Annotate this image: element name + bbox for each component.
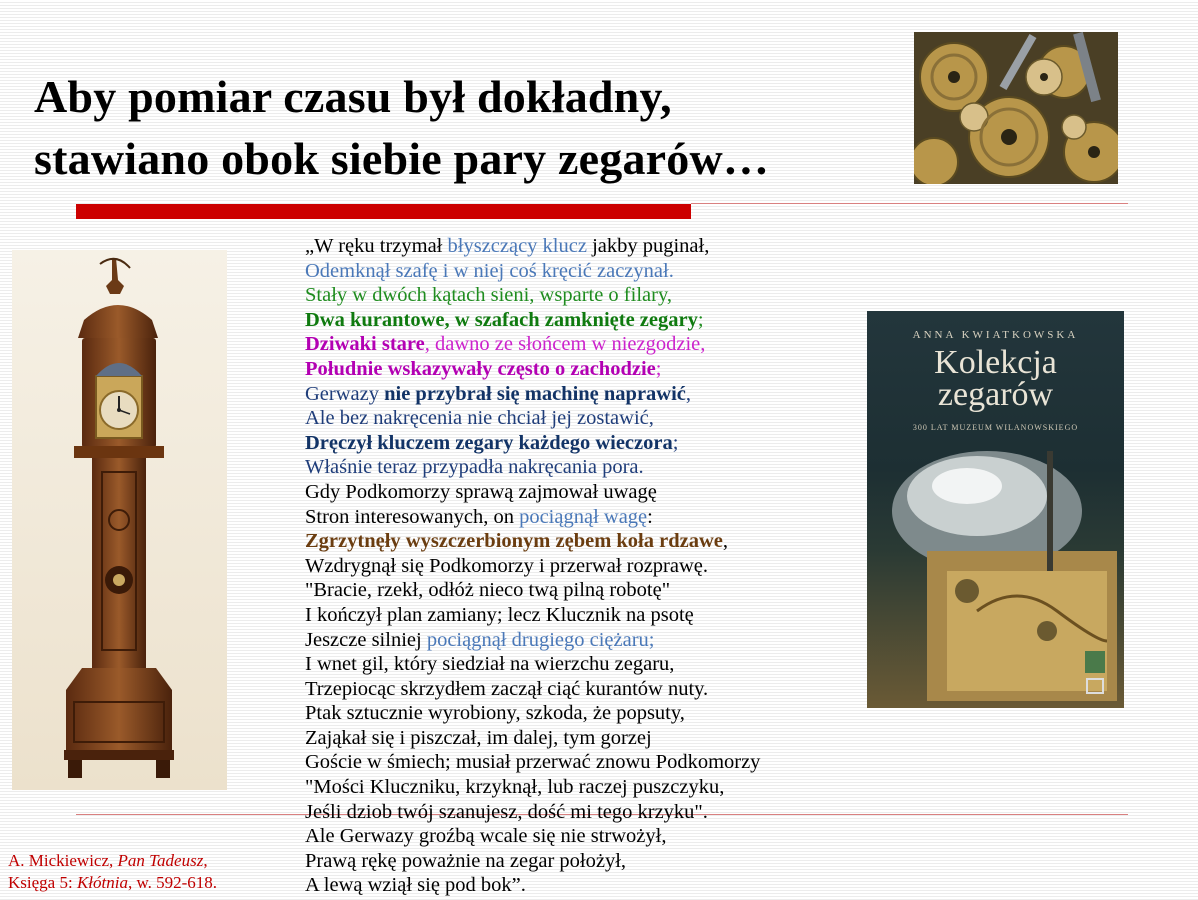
poem-segment: ; bbox=[655, 357, 662, 380]
poem-segment: : bbox=[647, 505, 653, 528]
poem-segment: Gerwazy bbox=[305, 382, 385, 405]
poem-segment: "Mości Kluczniku, krzyknął, lub raczej puszczyku, bbox=[305, 776, 725, 799]
poem-line bbox=[305, 701, 865, 726]
poem-line bbox=[305, 775, 865, 800]
poem-segment: Dręczył kluczem zegary każdego wieczora bbox=[305, 431, 673, 454]
poem-segment: Gdy Podkomorzy sprawą zajmował uwagę bbox=[305, 480, 657, 503]
poem-line bbox=[305, 800, 865, 825]
poem-line bbox=[305, 332, 865, 357]
book-title-line-2: zegarów bbox=[937, 376, 1054, 413]
poem-segment: Stały w dwóch kątach sieni, wsparte o filary, bbox=[305, 284, 672, 307]
poem-line bbox=[305, 480, 865, 505]
citation-verses: , w. 592-618. bbox=[127, 873, 218, 892]
poem-segment: I wnet gil, który siedział na wierzchu zegaru, bbox=[305, 653, 675, 676]
poem-line bbox=[305, 652, 865, 677]
book-cover-image bbox=[867, 311, 1124, 708]
poem-segment: , dawno ze słońcem w niezgodzie, bbox=[424, 333, 706, 356]
poem-segment: Ale Gerwazy groźbą wcale się nie strwożył, bbox=[305, 825, 667, 848]
poem-segment: ; bbox=[697, 308, 704, 331]
citation-line-1 bbox=[8, 850, 217, 872]
poem-line bbox=[305, 382, 865, 407]
poem-text bbox=[305, 234, 865, 898]
poem-line bbox=[305, 578, 865, 603]
poem-segment: A lewą wziął się pod bok”. bbox=[305, 874, 526, 897]
poem-segment: Zgrzytnęły wyszczerbionym zębem koła rdzawe bbox=[305, 530, 723, 553]
poem-segment: , bbox=[685, 382, 692, 405]
citation-line-2 bbox=[8, 872, 217, 894]
poem-line bbox=[305, 726, 865, 751]
poem-segment: „W ręku trzymał bbox=[305, 235, 448, 257]
poem-line bbox=[305, 824, 865, 849]
poem-segment: Prawą rękę poważnie na zegar położył, bbox=[305, 849, 627, 872]
poem-segment: "Bracie, rzekł, odłóż nieco twą pilną robotę" bbox=[305, 579, 671, 602]
poem-line bbox=[305, 234, 865, 259]
poem-segment: błyszczący klucz bbox=[447, 235, 587, 257]
poem-segment: Jeśli dziob twój szanujesz, dość mi tego krzyku". bbox=[305, 800, 708, 823]
poem-segment: jakby puginał, bbox=[586, 235, 710, 257]
title-line-1: Aby pomiar czasu był dokładny, bbox=[34, 71, 672, 122]
citation-author: A. Mickiewicz, bbox=[8, 851, 118, 870]
poem-line bbox=[305, 357, 865, 382]
poem-segment: Właśnie teraz przypadła nakręcania pora. bbox=[305, 456, 644, 479]
divider-line-top bbox=[691, 203, 1128, 204]
poem-segment: Jeszcze silniej bbox=[305, 628, 427, 651]
poem-segment: Odemknął szafę i w niej coś kręcić zaczynał. bbox=[305, 259, 674, 282]
poem-segment: nie przybrał się machinę naprawić bbox=[384, 382, 686, 405]
grandfather-clock-image bbox=[12, 250, 227, 790]
citation-book-title: Kłótnia bbox=[76, 873, 128, 892]
red-accent-bar bbox=[76, 204, 691, 219]
poem-line bbox=[305, 873, 865, 898]
clockwork-gears-image bbox=[914, 32, 1118, 184]
poem-line bbox=[305, 750, 865, 775]
book-title-line-1: Kolekcja bbox=[934, 344, 1057, 381]
poem-line bbox=[305, 677, 865, 702]
poem-segment: Trzepiocąc skrzydłem zaczął ciąć kurantów nuty. bbox=[305, 677, 709, 700]
poem-segment: Wzdrygnął się Podkomorzy i przerwał rozprawę. bbox=[305, 554, 709, 577]
poem-line bbox=[305, 259, 865, 284]
poem-segment: Stron interesowanych, on bbox=[305, 505, 520, 528]
poem-line bbox=[305, 554, 865, 579]
book-subtitle: 300 LAT MUZEUM WILANOWSKIEGO bbox=[912, 423, 1079, 432]
poem-line bbox=[305, 603, 865, 628]
poem-line bbox=[305, 529, 865, 554]
citation-book: Księga 5: bbox=[8, 873, 77, 892]
poem-segment: Dziwaki stare bbox=[305, 333, 425, 356]
title-line-2: stawiano obok siebie pary zegarów… bbox=[34, 133, 770, 184]
poem-segment: ; bbox=[672, 431, 679, 454]
poem-line bbox=[305, 406, 865, 431]
poem-line bbox=[305, 455, 865, 480]
poem-segment: I kończył plan zamiany; lecz Klucznik na psotę bbox=[305, 603, 694, 626]
citation-comma: , bbox=[203, 851, 208, 870]
book-title bbox=[867, 344, 1124, 413]
citation-work: Pan Tadeusz bbox=[117, 851, 204, 870]
poem-line bbox=[305, 505, 865, 530]
poem-segment: , bbox=[722, 530, 728, 553]
poem-line bbox=[305, 308, 865, 333]
poem-line bbox=[305, 628, 865, 653]
slide-title bbox=[34, 66, 894, 190]
poem-segment: Zająkał się i piszczał, im dalej, tym gorzej bbox=[305, 726, 652, 749]
poem-line bbox=[305, 431, 865, 456]
poem-line bbox=[305, 849, 865, 874]
citation bbox=[8, 850, 217, 894]
poem-segment: Ptak sztucznie wyrobiony, szkoda, że popsuty, bbox=[305, 702, 685, 725]
poem-segment: pociągnął drugiego ciężaru; bbox=[426, 628, 655, 651]
book-author: ANNA KWIATKOWSKA bbox=[912, 329, 1079, 341]
poem-segment: Goście w śmiech; musiał przerwać znowu Podkomorzy bbox=[305, 751, 761, 774]
poem-segment: pociągnął wagę bbox=[519, 505, 648, 528]
poem-segment: Ale bez nakręcenia nie chciał jej zostawić, bbox=[305, 407, 654, 430]
poem-segment: Dwa kurantowe, w szafach zamknięte zegary bbox=[305, 308, 698, 331]
poem-line bbox=[305, 283, 865, 308]
poem-segment: Południe wskazywały często o zachodzie bbox=[305, 357, 656, 380]
